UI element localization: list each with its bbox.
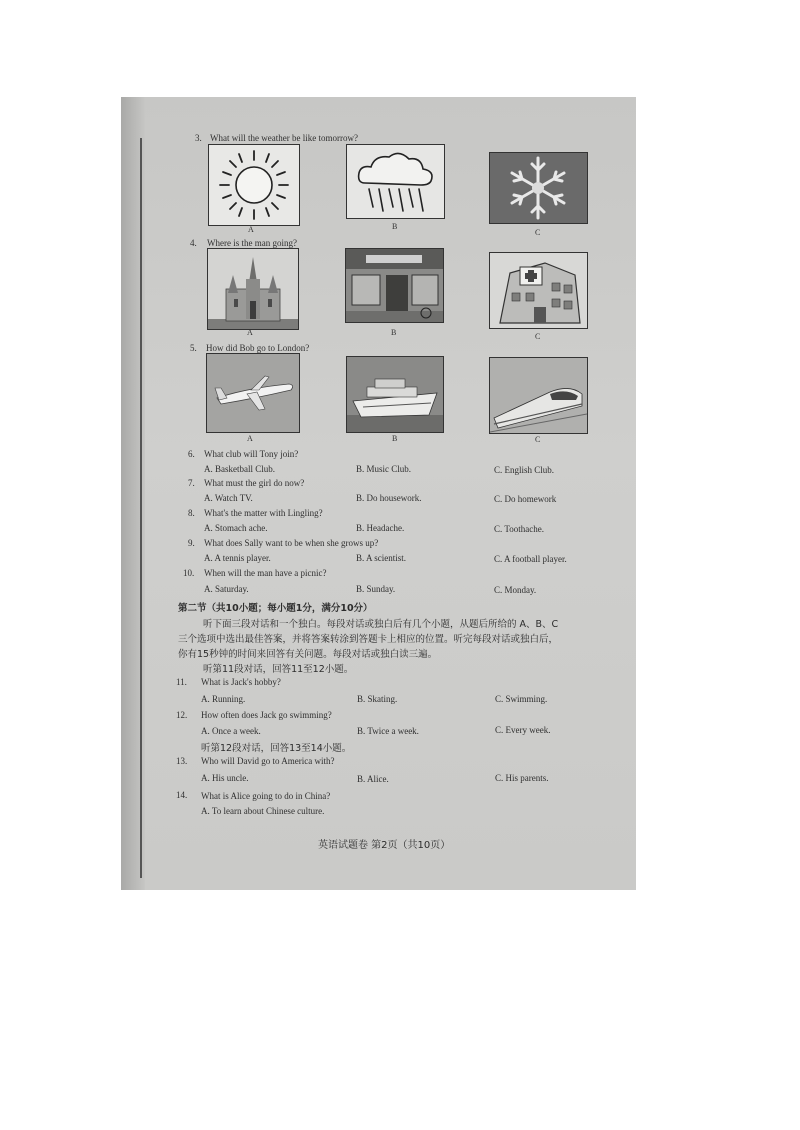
rain-picture (346, 144, 445, 219)
caption-5c: C (535, 435, 541, 444)
question-4-text: Where is the man going? (207, 238, 297, 248)
ship-picture (346, 356, 444, 433)
question-11-option-a: A. Running. (201, 694, 246, 704)
question-11-option-b: B. Skating. (357, 694, 398, 704)
question-10-text: When will the man have a picnic? (204, 568, 327, 578)
question-14-option-a: A. To learn about Chinese culture. (201, 806, 325, 816)
church-picture (207, 248, 299, 330)
hospital-picture (489, 252, 588, 329)
question-10-option-c: C. Monday. (494, 585, 537, 595)
question-7-option-c: C. Do homework (494, 494, 557, 504)
question-12-option-b: B. Twice a week. (357, 726, 419, 736)
caption-4a: A (247, 328, 253, 337)
question-13-option-a: A. His uncle. (201, 773, 249, 783)
question-10-number: 10. (183, 568, 195, 578)
question-6-option-a: A. Basketball Club. (204, 464, 275, 474)
section-2-heading: 第二节（共10小题；每小题1分，满分10分） (178, 603, 373, 614)
question-11-number: 11. (176, 677, 187, 687)
dialog-12-instruction: 听第12段对话，回答13至14小题。 (201, 743, 352, 754)
question-7-text: What must the girl do now? (204, 478, 305, 488)
margin-line (140, 138, 142, 878)
store-picture (345, 248, 444, 323)
section-2-instructions-line-2: 三个选项中选出最佳答案，并将答案转涂到答题卡上相应的位置。听完每段对话或独白后， (178, 634, 559, 645)
question-8-option-a: A. Stomach ache. (204, 523, 268, 533)
question-8-option-b: B. Headache. (356, 523, 405, 533)
question-12-option-a: A. Once a week. (201, 726, 261, 736)
question-13-number: 13. (176, 756, 188, 766)
question-6-option-b: B. Music Club. (356, 464, 412, 474)
section-2-instructions-line-3: 你有15秒钟的时间来回答有关问题。每段对话或独白读三遍。 (178, 649, 438, 660)
caption-3b: B (392, 222, 398, 231)
question-12-option-c: C. Every week. (495, 725, 551, 735)
caption-5a: A (247, 434, 253, 443)
question-4-number: 4. (190, 238, 197, 248)
question-10-option-a: A. Saturday. (204, 584, 249, 594)
question-9-option-a: A. A tennis player. (204, 553, 271, 563)
question-13-option-c: C. His parents. (495, 773, 549, 783)
question-3-text: What will the weather be like tomorrow? (210, 133, 358, 143)
question-3-number: 3. (195, 133, 202, 143)
question-13-text: Who will David go to America with? (201, 756, 335, 766)
question-9-number: 9. (188, 538, 195, 548)
question-7-option-b: B. Do housework. (356, 493, 422, 503)
question-11-text: What is Jack's hobby? (201, 677, 281, 687)
question-7-option-a: A. Watch TV. (204, 493, 253, 503)
snowflake-picture (489, 152, 588, 224)
caption-4b: B (391, 328, 397, 337)
question-6-text: What club will Tony join? (204, 449, 299, 459)
caption-5b: B (392, 434, 398, 443)
question-7-number: 7. (188, 478, 195, 488)
question-6-number: 6. (188, 449, 195, 459)
question-9-option-c: C. A football player. (494, 554, 567, 564)
question-5-number: 5. (190, 343, 197, 353)
question-9-text: What does Sally want to be when she grows up? (204, 538, 379, 548)
question-13-option-b: B. Alice. (357, 774, 389, 784)
sun-picture (208, 144, 300, 226)
question-5-text: How did Bob go to London? (206, 343, 310, 353)
caption-3a: A (248, 225, 254, 234)
question-8-text: What's the matter with Lingling? (204, 508, 323, 518)
train-picture (489, 357, 588, 434)
question-10-option-b: B. Sunday. (356, 584, 396, 594)
question-14-number: 14. (176, 790, 188, 800)
question-8-option-c: C. Toothache. (494, 524, 544, 534)
dialog-11-instruction: 听第11段对话，回答11至12小题。 (203, 664, 354, 675)
question-12-text: How often does Jack go swimming? (201, 710, 332, 720)
question-11-option-c: C. Swimming. (495, 694, 548, 704)
question-8-number: 8. (188, 508, 195, 518)
section-2-instructions-line-1: 听下面三段对话和一个独白。每段对话或独白后有几个小题，从题后所给的 A、B、C (203, 619, 559, 630)
caption-3c: C (535, 228, 541, 237)
question-12-number: 12. (176, 710, 188, 720)
question-6-option-c: C. English Club. (494, 465, 555, 475)
airplane-picture (206, 353, 300, 433)
caption-4c: C (535, 332, 541, 341)
question-14-text: What is Alice going to do in China? (201, 791, 331, 801)
question-9-option-b: B. A scientist. (356, 553, 407, 563)
page-footer: 英语试题卷 第2页（共10页） (318, 840, 451, 851)
